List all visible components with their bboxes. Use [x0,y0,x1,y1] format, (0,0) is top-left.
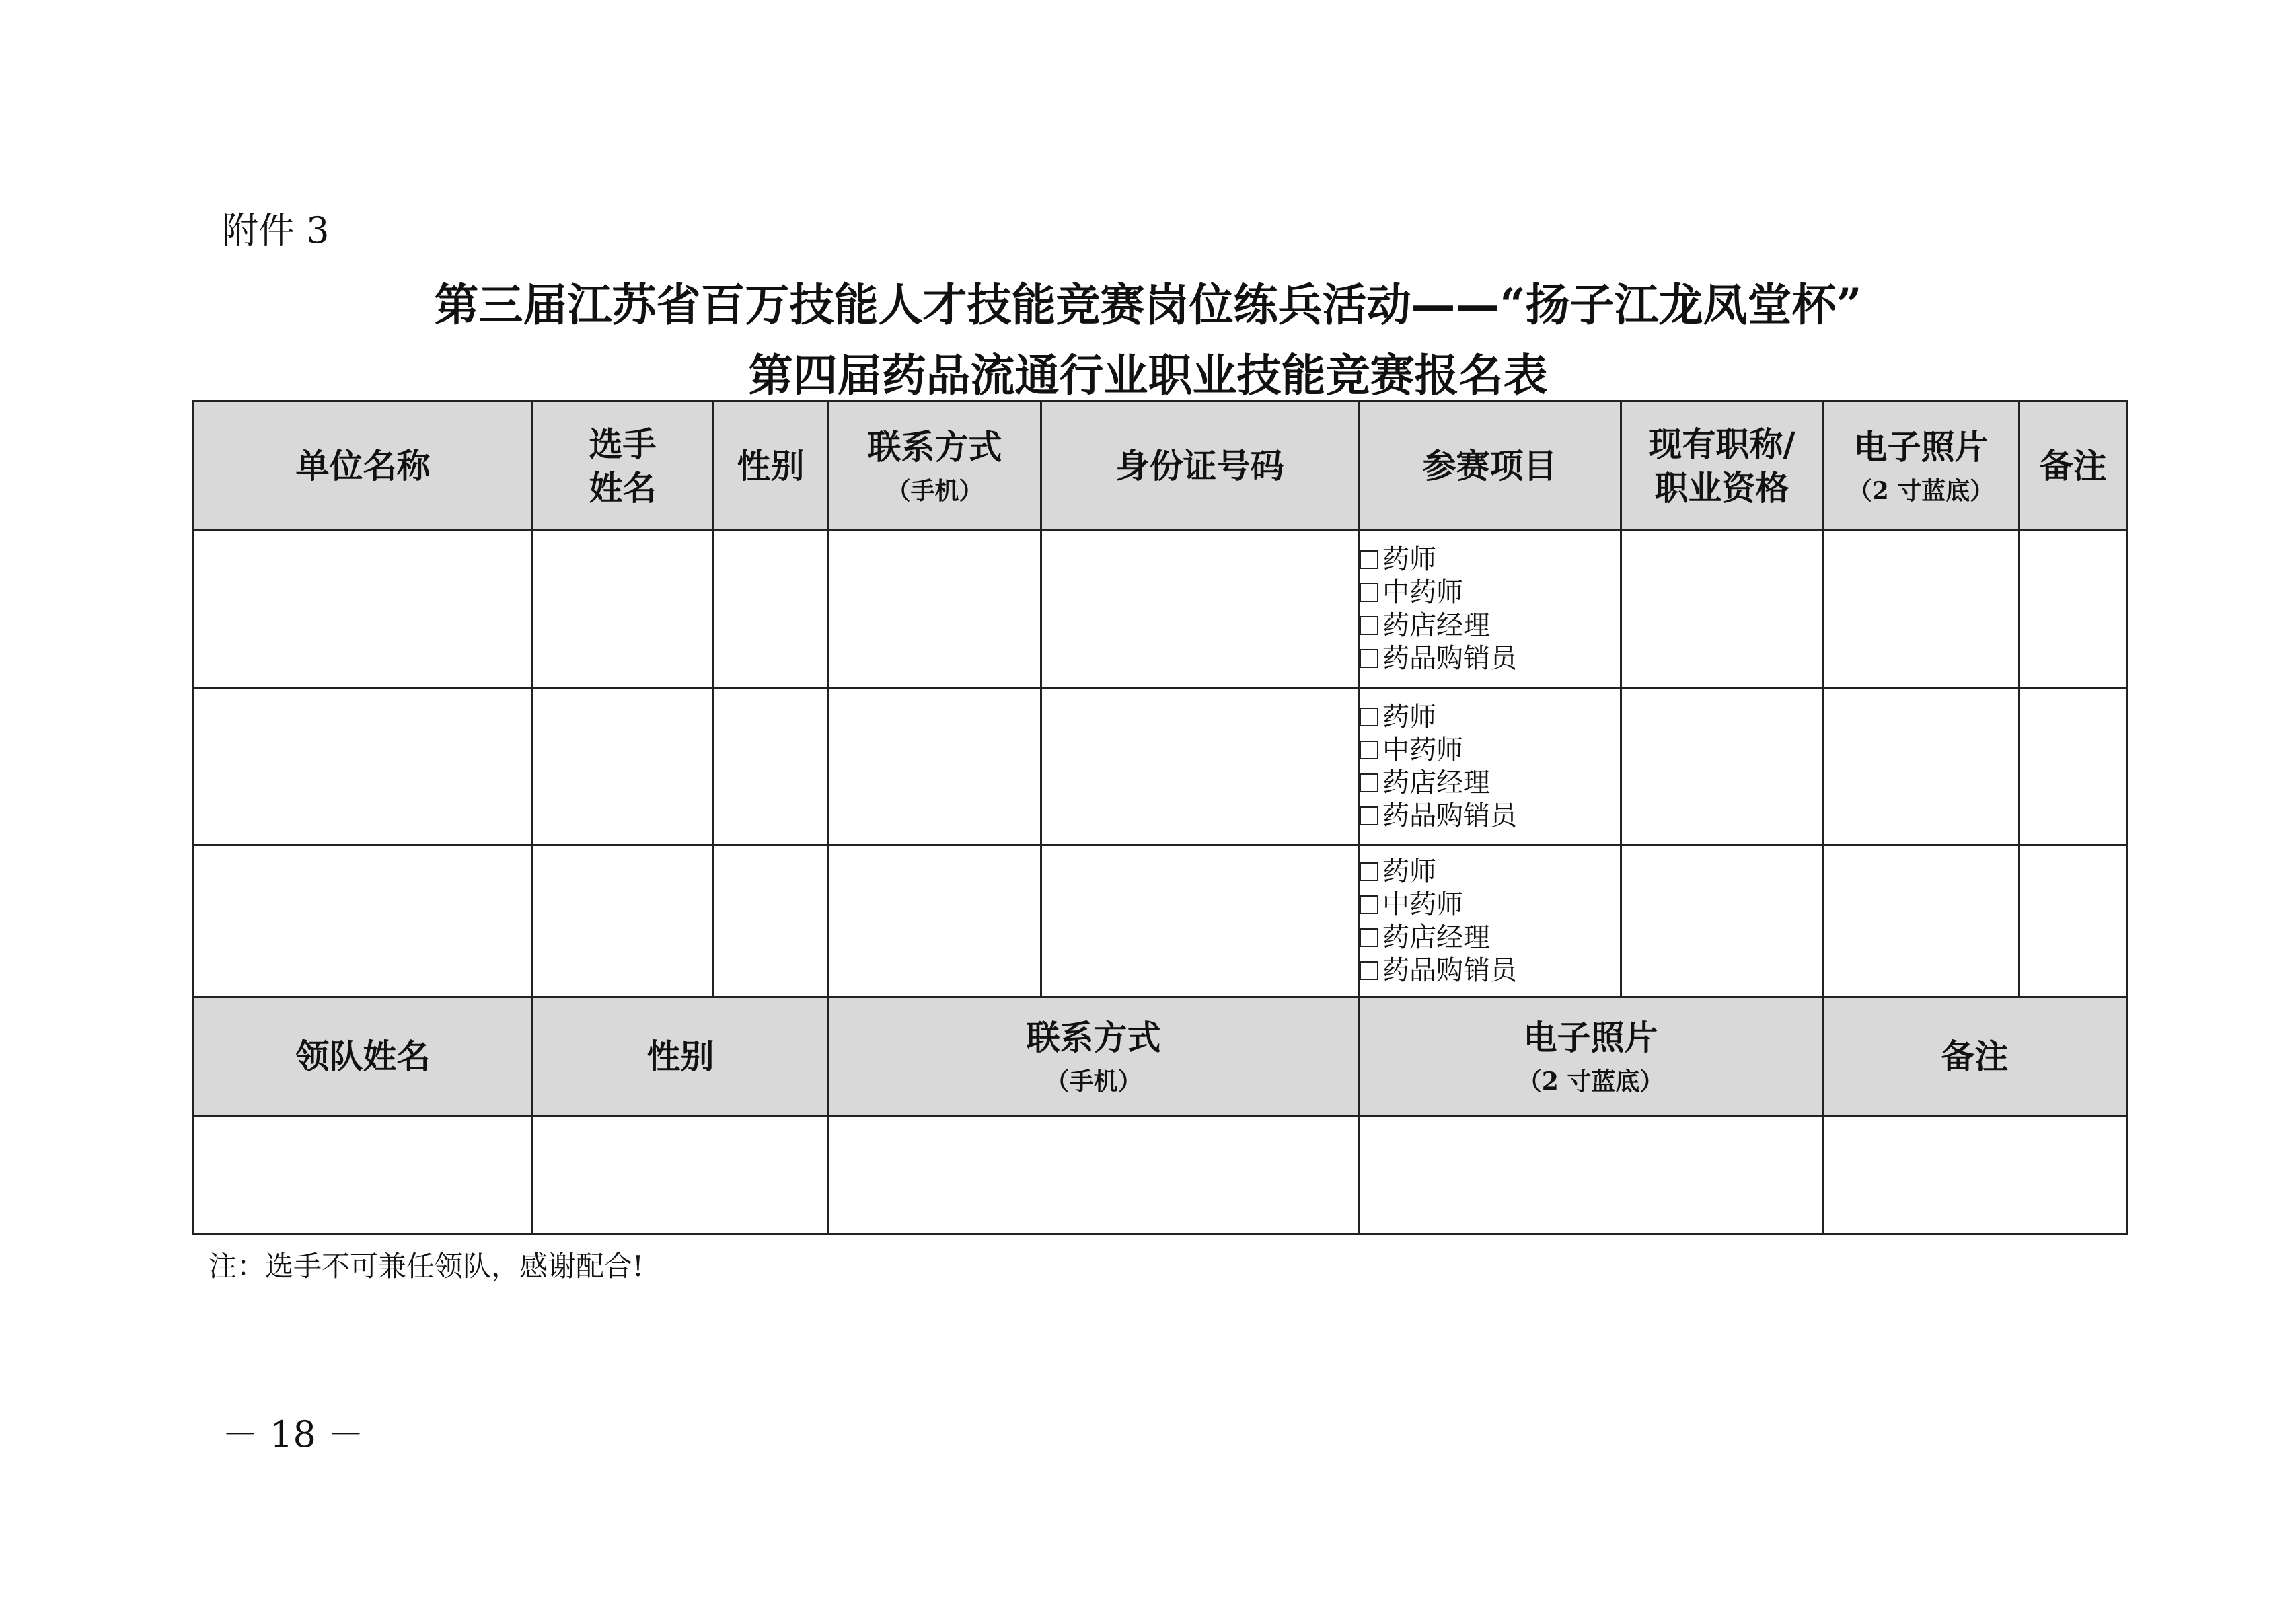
contestant-row-3 [194,845,2127,997]
header-title: 现有职称/ 职业资格 [1621,402,1823,531]
cell-photo[interactable] [1823,531,2020,688]
option-label: 药店经理 [1382,921,1490,953]
cell-gender[interactable] [713,688,829,845]
header-photo: 电子照片 （2 寸蓝底） [1823,402,2020,531]
cell-photo[interactable] [1823,688,2020,845]
cell-title[interactable] [1621,531,1823,688]
checkbox-store-manager[interactable] [1360,773,1378,792]
cell-contact[interactable] [829,845,1041,997]
checkbox-pharmacist[interactable] [1360,550,1378,569]
cell-title[interactable] [1621,845,1823,997]
checkbox-pharmacist[interactable] [1360,708,1378,726]
form-title-line2: 第四届药品流通行业职业技能竞赛报名表 [748,349,1548,402]
checkbox-purchase-sales[interactable] [1360,961,1378,980]
checkbox-store-manager[interactable] [1360,616,1378,635]
header-leader-contact: 联系方式 （手机） [829,997,1359,1116]
contestant-header-row [194,402,2127,531]
cell-photo[interactable] [1823,845,2020,997]
option-label: 中药师 [1382,734,1463,765]
cell-gender[interactable] [713,845,829,997]
contestant-row-1 [194,531,2127,688]
header-event: 参赛项目 [1359,402,1621,531]
option-label: 药品购销员 [1382,954,1517,986]
cell-event-options [1359,845,1621,997]
header-remarks: 备注 [2020,402,2127,531]
cell-unit-name[interactable] [194,531,533,688]
cell-gender[interactable] [713,531,829,688]
checkbox-tcm-pharmacist[interactable] [1360,895,1378,914]
cell-id-number[interactable] [1041,845,1359,997]
checkbox-tcm-pharmacist[interactable] [1360,741,1378,759]
option-label: 药店经理 [1382,609,1490,641]
cell-leader-remarks[interactable] [1823,1116,2127,1234]
header-id-number: 身份证号码 [1041,402,1359,531]
cell-leader-name[interactable] [194,1116,533,1234]
checkbox-store-manager[interactable] [1360,928,1378,947]
cell-unit-name[interactable] [194,845,533,997]
cell-remarks[interactable] [2020,688,2127,845]
cell-title[interactable] [1621,688,1823,845]
checkbox-purchase-sales[interactable] [1360,649,1378,668]
cell-contestant-name[interactable] [533,531,713,688]
checkbox-purchase-sales[interactable] [1360,806,1378,825]
cell-leader-gender[interactable] [533,1116,829,1234]
cell-leader-contact[interactable] [829,1116,1359,1234]
cell-leader-photo[interactable] [1359,1116,1823,1234]
header-leader-gender: 性别 [533,997,829,1116]
option-label: 中药师 [1382,576,1463,608]
header-unit-name: 单位名称 [194,402,533,531]
cell-id-number[interactable] [1041,688,1359,845]
option-label: 药品购销员 [1382,800,1517,831]
option-label: 中药师 [1382,889,1463,920]
cell-contact[interactable] [829,688,1041,845]
registration-table [192,400,2128,1235]
checkbox-pharmacist[interactable] [1360,862,1378,881]
page-number: － 18 － [222,1413,365,1456]
header-contact: 联系方式 （手机） [829,402,1041,531]
cell-contestant-name[interactable] [533,688,713,845]
footnote: 注：选手不可兼任领队，感谢配合! [209,1250,644,1283]
option-label: 药师 [1382,543,1436,575]
leader-row [194,1116,2127,1234]
cell-event-options [1359,688,1621,845]
option-label: 药师 [1382,856,1436,887]
header-gender: 性别 [713,402,829,531]
attachment-label: 附件 3 [222,209,330,252]
form-title-line1: 第三届江苏省百万技能人才技能竞赛岗位练兵活动——“扬子江龙凤堂杯” [434,278,1862,331]
cell-event-options [1359,531,1621,688]
header-contestant-name: 选手 姓名 [533,402,713,531]
header-leader-photo: 电子照片 （2 寸蓝底） [1359,997,1823,1116]
cell-contestant-name[interactable] [533,845,713,997]
header-leader-name: 领队姓名 [194,997,533,1116]
cell-id-number[interactable] [1041,531,1359,688]
cell-remarks[interactable] [2020,845,2127,997]
checkbox-tcm-pharmacist[interactable] [1360,583,1378,602]
header-leader-remarks: 备注 [1823,997,2127,1116]
cell-contact[interactable] [829,531,1041,688]
option-label: 药品购销员 [1382,642,1517,674]
cell-remarks[interactable] [2020,531,2127,688]
cell-unit-name[interactable] [194,688,533,845]
contestant-row-2 [194,688,2127,845]
leader-header-row [194,997,2127,1116]
option-label: 药店经理 [1382,767,1490,798]
option-label: 药师 [1382,701,1436,732]
